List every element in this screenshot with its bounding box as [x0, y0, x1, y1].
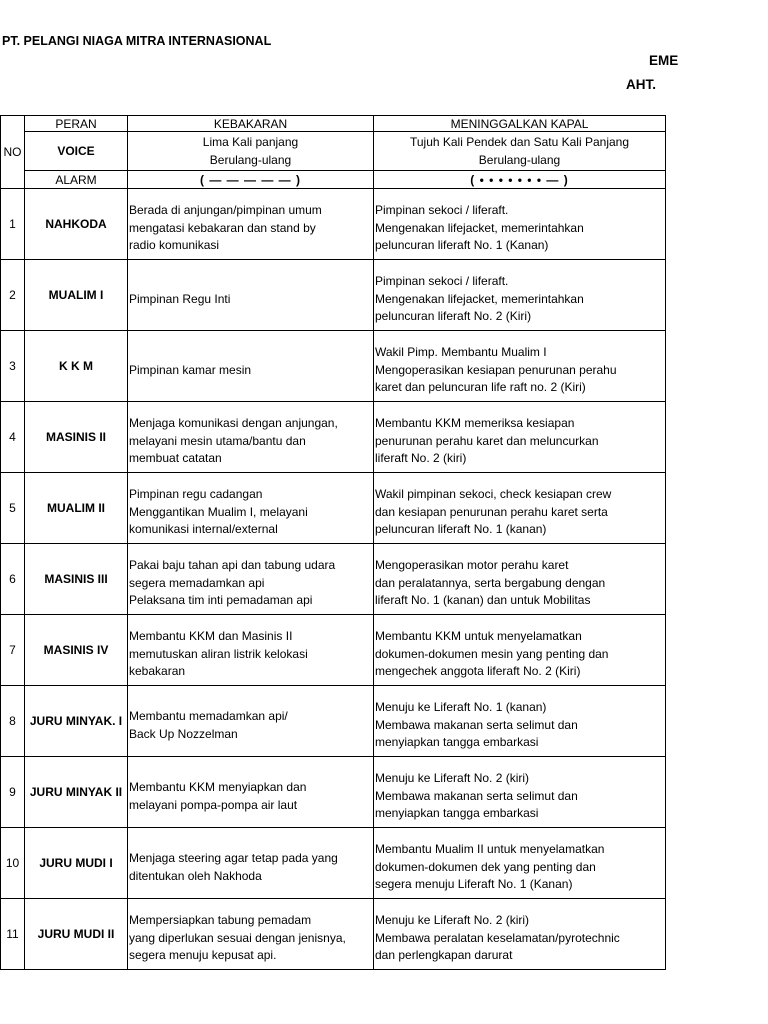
abandon-duty-line: peluncuran liferaft No. 1 (Kanan): [375, 238, 549, 253]
abandon-duty-line: liferaft No. 1 (kanan) dan untuk Mobilitas: [375, 593, 591, 608]
abandon-duty-line: menyiapkan tangga embarkasi: [375, 735, 539, 750]
fire-duty: [128, 189, 374, 260]
abandon-duty-line: Membawa peralatan keselamatan/pyrotechnic: [375, 930, 620, 945]
fire-voice-line2: Berulang-ulang: [209, 153, 292, 167]
abandon-duty: [374, 828, 666, 899]
row-number: 6: [1, 544, 25, 615]
fire-duty: [128, 757, 374, 828]
row-number: 9: [1, 757, 25, 828]
abandon-duty-line: dan perlengkapan darurat: [375, 948, 513, 963]
table-row: [1, 544, 666, 615]
abandon-duty-line: Pimpinan sekoci / liferaft.: [375, 203, 509, 218]
fire-duty: [128, 615, 374, 686]
fire-duty-line: radio komunikasi: [129, 238, 220, 253]
fire-duty-line: memutuskan aliran listrik kelokasi: [129, 646, 308, 661]
fire-duty-line: ditentukan oleh Nakhoda: [129, 868, 262, 883]
table-row: [1, 331, 666, 402]
abandon-duty: [374, 402, 666, 473]
abandon-duty-line: Mengoperasikan kesiapan penurunan perahu: [375, 362, 617, 377]
crew-role: K K M: [25, 331, 128, 402]
document-title-line1: EME: [649, 53, 679, 68]
abandon-duty-line: Membantu KKM untuk menyelamatkan: [375, 629, 582, 644]
abandon-voice-signal: [374, 132, 666, 171]
abandon-duty-line: Wakil Pimp. Membantu Mualim I: [375, 345, 547, 360]
header-no: NO: [1, 116, 25, 189]
row-number: 10: [1, 828, 25, 899]
abandon-duty-line: mengechek anggota liferaft No. 2 (Kiri): [375, 664, 581, 679]
abandon-duty: [374, 189, 666, 260]
header-alarm: ALARM: [25, 171, 128, 189]
company-name: PT. PELANGI NIAGA MITRA INTERNASIONAL: [2, 34, 272, 48]
row-number: 3: [1, 331, 25, 402]
abandon-duty-line: peluncuran liferaft No. 1 (kanan): [375, 522, 547, 537]
crew-role: JURU MINYAK II: [25, 757, 128, 828]
header-peran: PERAN: [25, 116, 128, 132]
abandon-duty: [374, 899, 666, 970]
fire-duty-line: kebakaran: [129, 664, 186, 679]
abandon-duty-line: dokumen-dokumen mesin yang penting dan: [375, 646, 609, 661]
row-number: 1: [1, 189, 25, 260]
row-number: 11: [1, 899, 25, 970]
fire-duty-line: Pakai baju tahan api dan tabung udara: [129, 558, 336, 573]
abandon-duty: [374, 260, 666, 331]
fire-duty-line: melayani pompa-pompa air laut: [129, 797, 298, 812]
fire-duty-line: Pimpinan kamar mesin: [129, 362, 252, 377]
fire-duty-line: Membantu memadamkan api/: [129, 709, 288, 723]
fire-duty: [128, 544, 374, 615]
table-row: [1, 757, 666, 828]
table-row: [1, 189, 666, 260]
crew-role: MASINIS III: [25, 544, 128, 615]
fire-duty-line: Menggantikan Mualim I, melayani: [129, 504, 308, 519]
row-number: 2: [1, 260, 25, 331]
fire-alarm-pattern: ( — — — — — ): [128, 171, 374, 189]
fire-duty-line: segera memadamkan api: [129, 575, 265, 590]
fire-duty-line: Berada di anjungan/pimpinan umum: [129, 203, 322, 218]
header-voice: VOICE: [25, 132, 128, 171]
abandon-duty: [374, 473, 666, 544]
table-row: [1, 686, 666, 757]
abandon-duty-line: Menuju ke Liferaft No. 2 (kiri): [375, 771, 530, 786]
abandon-duty: [374, 615, 666, 686]
abandon-duty-line: Menuju ke Liferaft No. 2 (kiri): [375, 913, 530, 928]
fire-duty-line: Pelaksana tim inti pemadaman api: [129, 593, 313, 608]
abandon-duty-line: peluncuran liferaft No. 2 (Kiri): [375, 309, 532, 324]
abandon-voice-line2: Berulang-ulang: [478, 153, 561, 167]
fire-duty: [128, 260, 374, 331]
fire-duty-line: membuat catatan: [129, 451, 222, 466]
abandon-duty-line: Mengenakan lifejacket, memerintahkan: [375, 220, 584, 235]
fire-duty: [128, 331, 374, 402]
abandon-duty-line: liferaft No. 2 (kiri): [375, 451, 467, 466]
abandon-duty-line: Membawa makanan serta selimut dan: [375, 717, 578, 732]
fire-duty: [128, 686, 374, 757]
abandon-duty-line: segera menuju Liferaft No. 1 (Kanan): [375, 877, 573, 892]
abandon-duty-line: Membantu Mualim II untuk menyelamatkan: [375, 842, 605, 857]
abandon-duty: [374, 757, 666, 828]
fire-duty-line: Pimpinan Regu Inti: [129, 291, 231, 306]
abandon-duty: [374, 331, 666, 402]
crew-role: JURU MUDI II: [25, 899, 128, 970]
row-number: 4: [1, 402, 25, 473]
abandon-duty-line: Mengoperasikan motor perahu karet: [375, 558, 569, 573]
fire-voice-signal: [128, 132, 374, 171]
row-number: 5: [1, 473, 25, 544]
fire-duty-line: Pimpinan regu cadangan: [129, 487, 263, 502]
crew-role: MASINIS II: [25, 402, 128, 473]
abandon-alarm-pattern: ( • • • • • • • — ): [374, 171, 666, 189]
abandon-duty-line: penurunan perahu karet dan meluncurkan: [375, 433, 599, 448]
abandon-voice-line1: Tujuh Kali Pendek dan Satu Kali Panjang: [409, 135, 630, 149]
table-row: [1, 473, 666, 544]
abandon-duty-line: karet dan peluncuran life raft no. 2 (Kiri): [375, 380, 586, 395]
abandon-duty-line: Menuju ke Liferaft No. 1 (kanan): [375, 700, 547, 715]
muster-table: [0, 115, 666, 970]
document-title-line2: AHT.: [626, 77, 656, 92]
fire-duty-line: Back Up Nozzelman: [129, 726, 238, 741]
abandon-duty-line: Mengenakan lifejacket, memerintahkan: [375, 291, 584, 306]
abandon-duty-line: Pimpinan sekoci / liferaft.: [375, 274, 509, 289]
abandon-duty-line: Wakil pimpinan sekoci, check kesiapan crew: [375, 487, 612, 502]
table-row: [1, 615, 666, 686]
fire-voice-line1: Lima Kali panjang: [202, 135, 299, 149]
abandon-duty-line: Membantu KKM memeriksa kesiapan: [375, 416, 575, 431]
fire-duty-line: mengatasi kebakaran dan stand by: [129, 220, 316, 235]
abandon-duty-line: Membawa makanan serta selimut dan: [375, 788, 578, 803]
abandon-duty-line: dan peralatannya, serta bergabung dengan: [375, 575, 606, 590]
abandon-duty: [374, 544, 666, 615]
header-meninggalkan-kapal: MENINGGALKAN KAPAL: [374, 116, 666, 132]
crew-role: JURU MUDI I: [25, 828, 128, 899]
row-number: 8: [1, 686, 25, 757]
table-row: [1, 899, 666, 970]
crew-role: MUALIM I: [25, 260, 128, 331]
fire-duty-line: Mempersiapkan tabung pemadam: [129, 913, 312, 928]
fire-duty-line: Membantu KKM dan Masinis II: [129, 629, 293, 644]
abandon-duty-line: menyiapkan tangga embarkasi: [375, 806, 539, 821]
crew-role: JURU MINYAK. I: [25, 686, 128, 757]
fire-duty-line: segera menuju kepusat api.: [129, 948, 277, 963]
abandon-duty-line: dokumen-dokumen dek yang penting dan: [375, 859, 596, 874]
fire-duty: [128, 473, 374, 544]
abandon-duty-line: dan kesiapan penurunan perahu karet serta: [375, 504, 608, 519]
table-row: [1, 828, 666, 899]
crew-role: NAHKODA: [25, 189, 128, 260]
fire-duty-line: komunikasi internal/external: [129, 522, 278, 537]
fire-duty-line: Membantu KKM menyiapkan dan: [129, 780, 307, 794]
fire-duty: [128, 402, 374, 473]
fire-duty-line: melayani mesin utama/bantu dan: [129, 433, 306, 448]
abandon-duty: [374, 686, 666, 757]
crew-role: MASINIS IV: [25, 615, 128, 686]
fire-duty-line: yang diperlukan sesuai dengan jenisnya,: [129, 930, 346, 945]
table-row: [1, 260, 666, 331]
fire-duty-line: Menjaga komunikasi dengan anjungan,: [129, 416, 338, 431]
table-row: [1, 402, 666, 473]
row-number: 7: [1, 615, 25, 686]
fire-duty: [128, 899, 374, 970]
crew-role: MUALIM II: [25, 473, 128, 544]
fire-duty: [128, 828, 374, 899]
fire-duty-line: Menjaga steering agar tetap pada yang: [129, 851, 338, 865]
header-kebakaran: KEBAKARAN: [128, 116, 374, 132]
